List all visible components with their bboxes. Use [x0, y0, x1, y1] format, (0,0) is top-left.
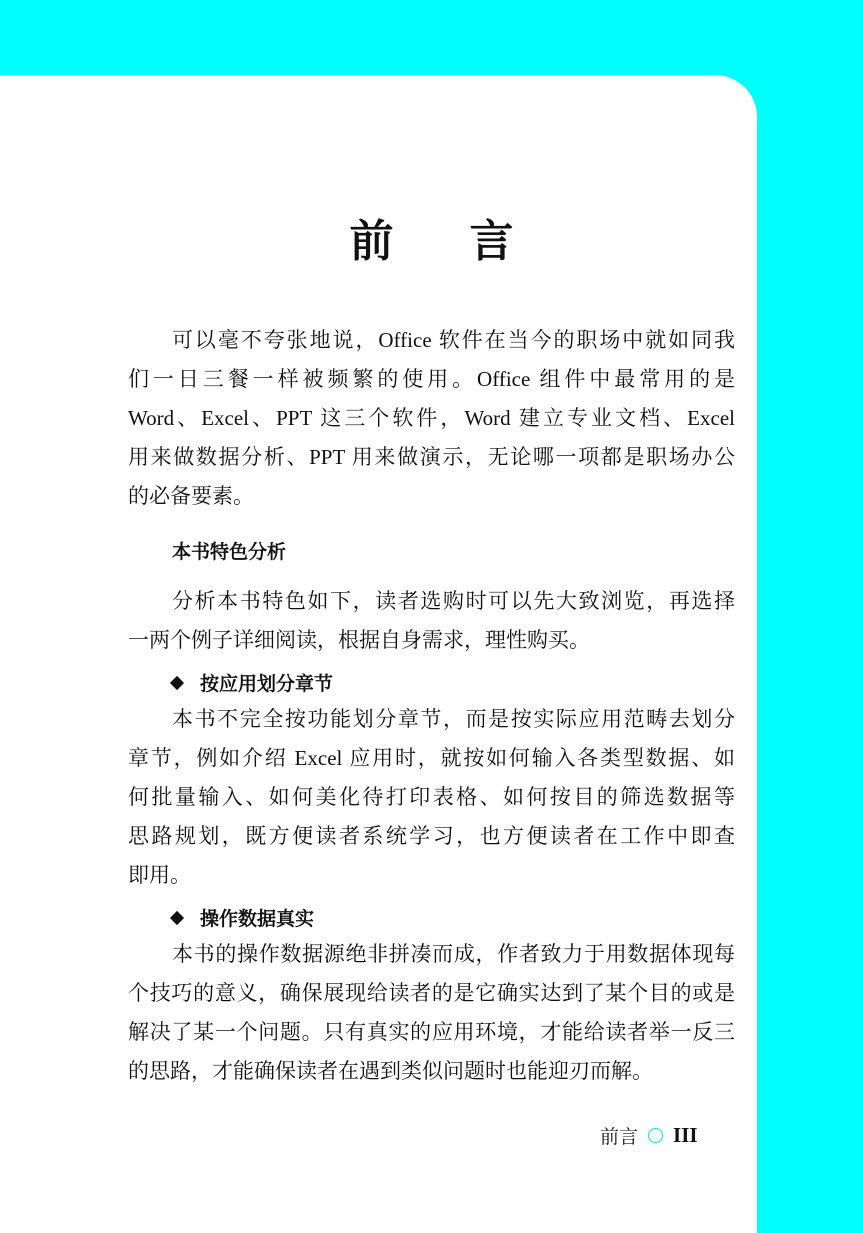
- title-char: 前: [349, 217, 394, 266]
- text-line: 个技巧的意义，确保展现给读者的是它确实达到了某个目的或是: [128, 981, 735, 1005]
- feature-heading-text: 操作数据真实: [200, 909, 315, 930]
- intro-paragraph: [128, 321, 735, 516]
- text-line: 分析本书特色如下，读者选购时可以先大致浏览，再选择: [172, 589, 735, 613]
- diamond-bullet-icon: [170, 676, 184, 690]
- circle-icon: [648, 1128, 663, 1143]
- footer-label: 前言: [600, 1127, 639, 1148]
- text-line: Word、Excel、PPT 这三个软件，Word 建立专业文档、Excel: [128, 406, 735, 430]
- feature-paragraph: [128, 700, 735, 895]
- title-char: 言: [469, 217, 514, 266]
- feature-heading: [172, 904, 314, 931]
- text-line: 即用。: [128, 863, 191, 887]
- text-line: 用来做数据分析、PPT 用来做演示，无论哪一项都是职场办公: [128, 445, 735, 469]
- diamond-bullet-icon: [170, 911, 184, 925]
- text-line: 一两个例子详细阅读，根据自身需求，理性购买。: [128, 628, 590, 652]
- text-line: 何批量输入、如何美化待打印表格、如何按目的筛选数据等: [128, 785, 735, 809]
- page-number: III: [673, 1123, 698, 1147]
- feature-heading: [172, 669, 333, 696]
- text-line: 思路规划，既方便读者系统学习，也方便读者在工作中即查: [128, 824, 735, 848]
- text-line: 们一日三餐一样被频繁的使用。Office 组件中最常用的是: [128, 367, 735, 391]
- page-footer: [600, 1122, 698, 1149]
- feature-heading-text: 按应用划分章节: [200, 674, 334, 695]
- section-heading: 本书特色分析: [172, 542, 287, 563]
- page-title: [0, 205, 863, 269]
- text-line: 本书的操作数据源绝非拼凑而成，作者致力于用数据体现每: [172, 942, 735, 966]
- text-line: 本书不完全按功能划分章节，而是按实际应用范畴去划分: [172, 707, 735, 731]
- section-intro-paragraph: [128, 582, 735, 660]
- text-line: 的思路，才能确保读者在遇到类似问题时也能迎刃而解。: [128, 1059, 653, 1083]
- text-line: 的必备要素。: [128, 484, 254, 508]
- text-line: 解决了某一个问题。只有真实的应用环境，才能给读者举一反三: [128, 1020, 735, 1044]
- text-line: 章节，例如介绍 Excel 应用时，就按如何输入各类型数据、如: [128, 746, 735, 770]
- text-line: 可以毫不夸张地说，Office 软件在当今的职场中就如同我: [172, 328, 735, 352]
- feature-paragraph: [128, 935, 735, 1091]
